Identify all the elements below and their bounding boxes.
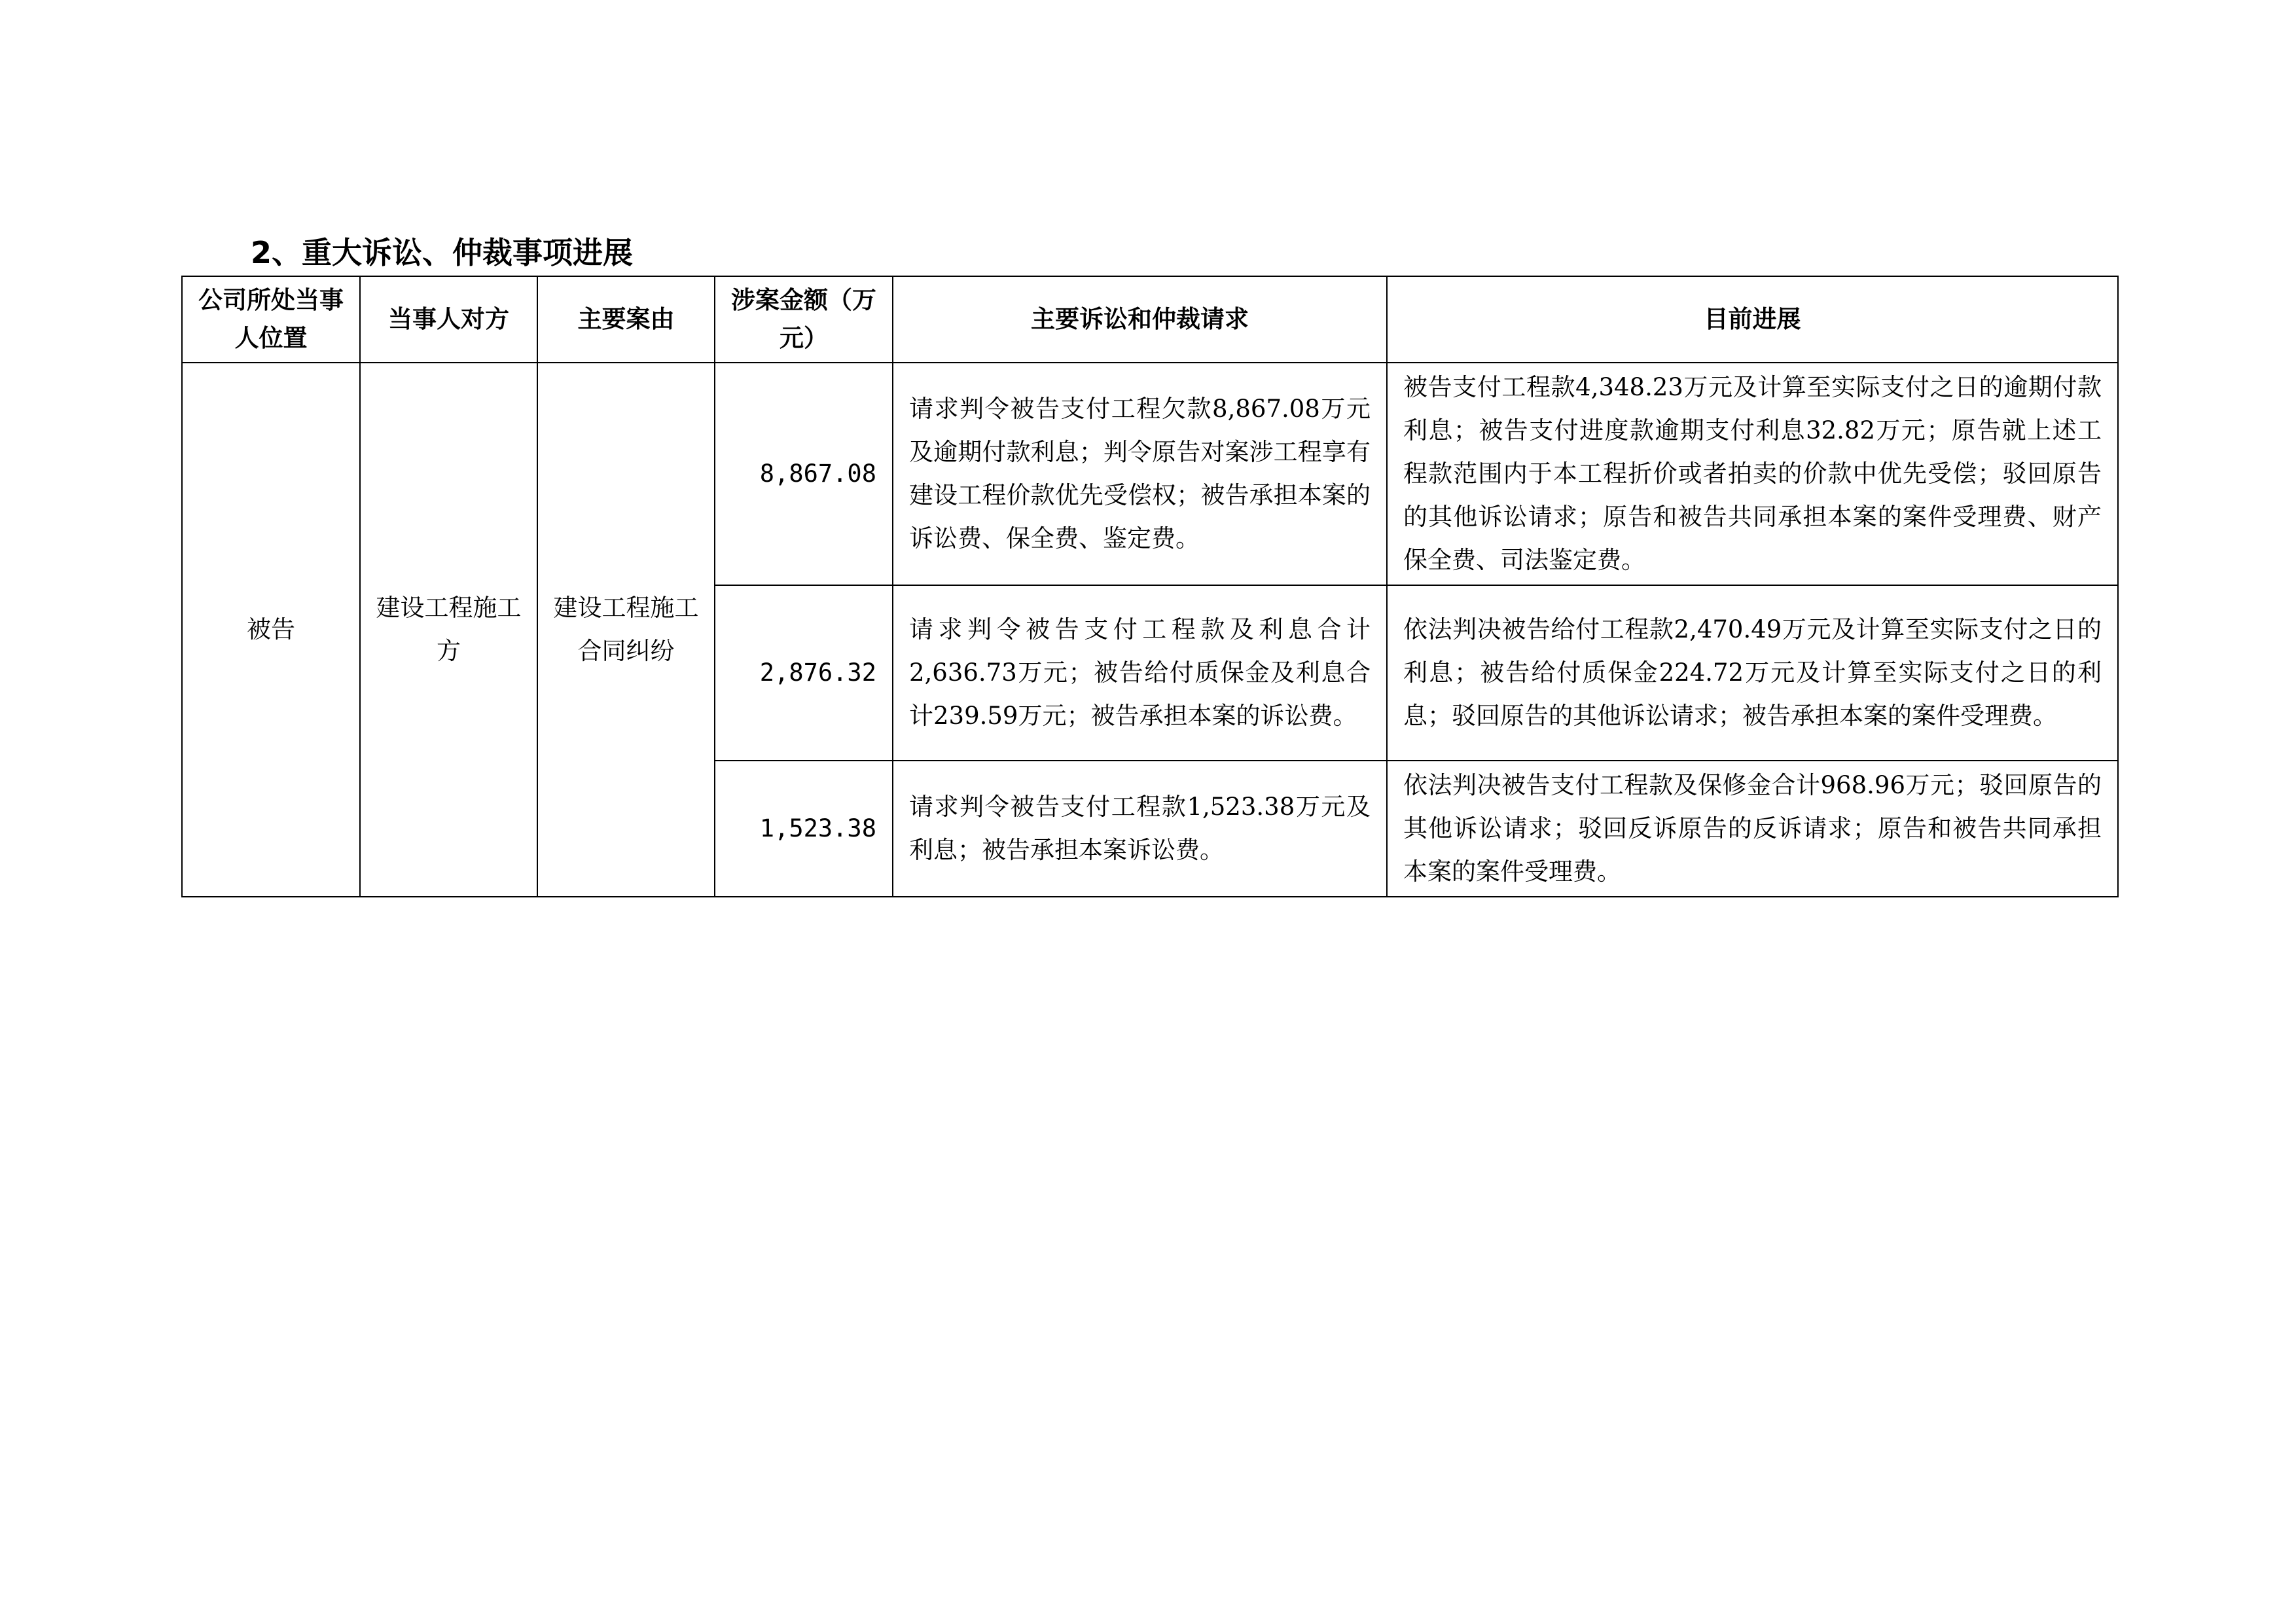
- claims-cell: 请求判令被告支付工程款1,523.38万元及利息；被告承担本案诉讼费。: [893, 761, 1387, 897]
- progress-cell: 依法判决被告支付工程款及保修金合计968.96万元；驳回原告的其他诉讼请求；驳回反诉原告的反诉请求；原告和被告共同承担本案的案件受理费。: [1387, 761, 2118, 897]
- counterparty-cell: 建设工程施工方: [360, 363, 537, 897]
- position-cell: 被告: [182, 363, 360, 897]
- header-counterparty: 当事人对方: [360, 276, 537, 363]
- amount-cell: 2,876.32: [715, 585, 893, 761]
- progress-cell: 被告支付工程款4,348.23万元及计算至实际支付之日的逾期付款利息；被告支付进度款逾期支付利息32.82万元；原告就上述工程款范围内于本工程折价或者拍卖的价款中优先受偿；驳回原告的其他诉讼请求；原告和被告共同承担本案的案件受理费、财产保全费、司法鉴定费。: [1387, 363, 2118, 585]
- litigation-table: [181, 276, 2119, 897]
- table-row: [182, 363, 2118, 585]
- progress-cell: 依法判决被告给付工程款2,470.49万元及计算至实际支付之日的利息；被告给付质保金224.72万元及计算至实际支付之日的利息；驳回原告的其他诉讼请求；被告承担本案的案件受理费。: [1387, 585, 2118, 761]
- section-title: 2、重大诉讼、仲裁事项进展: [251, 235, 634, 270]
- header-position: 公司所处当事人位置: [182, 276, 360, 363]
- header-amount: 涉案金额（万元）: [715, 276, 893, 363]
- amount-cell: 8,867.08: [715, 363, 893, 585]
- claims-cell: 请求判令被告支付工程欠款8,867.08万元及逾期付款利息；判令原告对案涉工程享有建设工程价款优先受偿权；被告承担本案的诉讼费、保全费、鉴定费。: [893, 363, 1387, 585]
- claims-cell: 请求判令被告支付工程款及利息合计2,636.73万元；被告给付质保金及利息合计239.59万元；被告承担本案的诉讼费。: [893, 585, 1387, 761]
- header-claims: 主要诉讼和仲裁请求: [893, 276, 1387, 363]
- header-cause: 主要案由: [537, 276, 715, 363]
- table-header-row: [182, 276, 2118, 363]
- cause-cell: 建设工程施工合同纠纷: [537, 363, 715, 897]
- amount-cell: 1,523.38: [715, 761, 893, 897]
- header-progress: 目前进展: [1387, 276, 2118, 363]
